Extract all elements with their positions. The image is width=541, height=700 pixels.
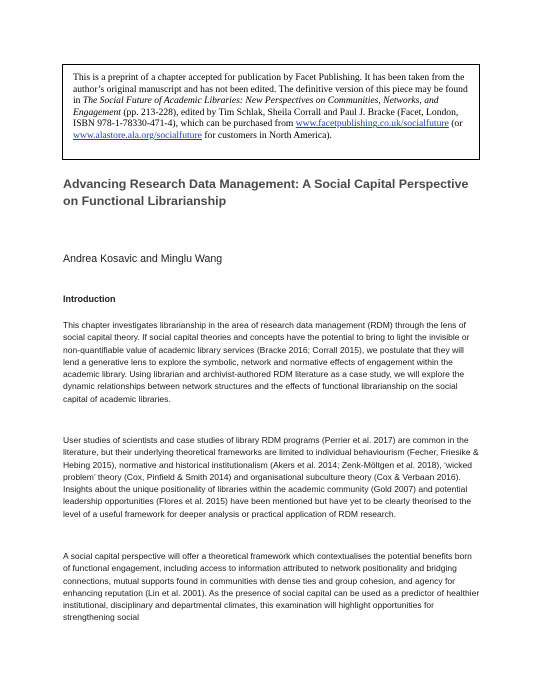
notice-book-title: The Social Future of Academic Libraries: New Perspectives on Communities, Networks, and Engagement (73, 95, 439, 118)
facet-publishing-link[interactable]: www.facetpublishing.co.uk/socialfuture (295, 118, 449, 130)
ala-store-link[interactable]: www.alastore.ala.org/socialfuture (73, 129, 202, 141)
notice-text-or: (or (448, 118, 463, 130)
body-paragraph-2: User studies of scientists and case studies of library RDM programs (Perrier et al. 2017) are common in the literature, but their underlying theoretical frameworks are limited to individual behaviourism (Fecher, Friesike & Hebing 2015), normative and historical institutionalism (Akers et al. 2014; Zenk-Möltgen et al. 2018), ‘wicked problem’ theory (Cox, Pinfield & Smith 2014) and organisational subculture theory (Cox & Verbaan 2016). Insights about the unique positionality of libraries within the academic community (Gold 2007) and potential leadership opportunities (Flores et al. 2015) have been mentioned but have yet to be clearly theorised to the level of a useful framework for deeper analysis or practical application of RDM research. (63, 435, 479, 519)
preprint-notice-box (62, 64, 480, 160)
chapter-title: Advancing Research Data Management: A Social Capital Perspective on Functional Librarianship (63, 177, 469, 208)
section-heading-introduction: Introduction (63, 294, 116, 304)
body-paragraph-1: This chapter investigates librarianship in the area of research data management (RDM) through the lens of social capital theory. If social capital theories and concepts have the potential to bring to light the invisible or non-quantifiable value of academic library services (Bracke 2016; Corrall 2015), we postulate that they will lend a generative lens to explore the symbolic, network and normative effects of engagement within the academic library. Using librarian and archivist-authored RDM literature as a case study, we will explore the dynamic relationships between network structures and the effects of functional librarianship on the social capital of academic libraries. (63, 320, 470, 404)
notice-text-end: for customers in North America). (201, 129, 332, 141)
notice-text-intro: This is a preprint of a chapter accepted for publication by Facet Publishing. It has been taken from the author’s original manuscript and has not been edited. The definitive version of this piece may be found in (73, 72, 468, 107)
authors-line: Andrea Kosavic and Minglu Wang (63, 253, 223, 265)
notice-text-details: (pp. 213-228), edited by Tim Schlak, Sheila Corrall and Paul J. Bracke (Facet, London, ISBN 978-1-78330-471-4), which can be purchased from (73, 106, 459, 130)
body-paragraph-3: A social capital perspective will offer a theoretical framework which contextualises the potential benefits born of functional engagement, including access to information attributed to network positionality and bridging connections, mutual supports found in communities with dense ties and group cohesion, and agency for enhancing reputation (Lin et al. 2001). As the presence of social capital can be used as a predictor of healthier institutional, disciplinary and departmental climates, this examination will highlight opportunities for strengthening social (63, 551, 480, 623)
